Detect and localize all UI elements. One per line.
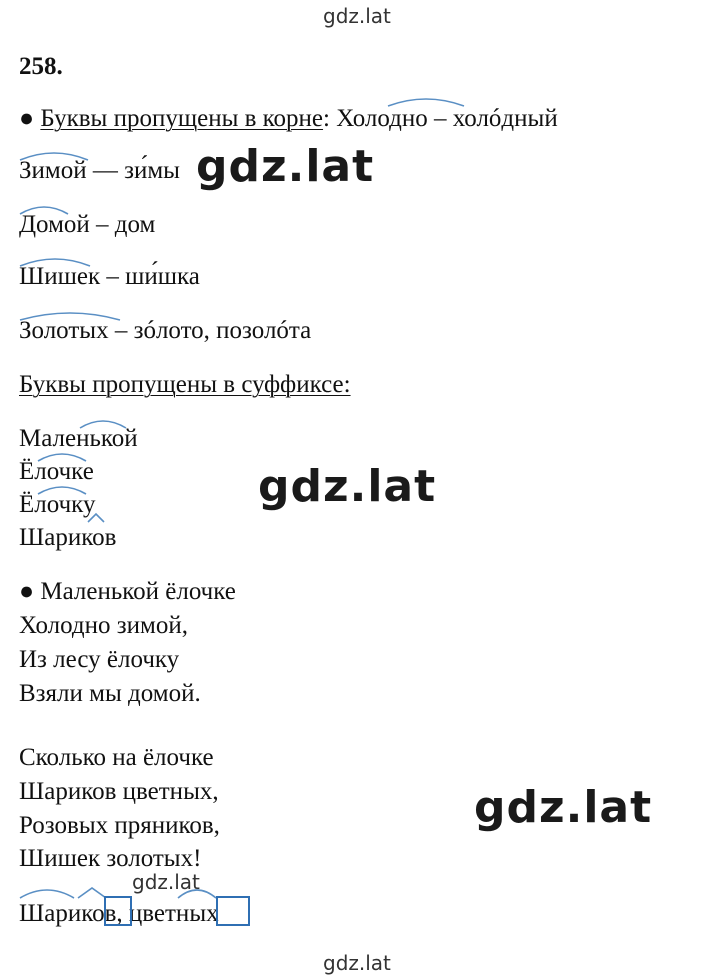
ending-box [216, 896, 250, 926]
watermark-large: gdz.lat [196, 141, 375, 192]
suffix-word-2: Ёлочке [19, 458, 94, 485]
watermark-large: gdz.lat [474, 782, 653, 833]
bullet-icon: ● [19, 578, 35, 605]
poem-line-5: Сколько на ёлочке [19, 744, 214, 771]
poem-line-4: Взяли мы домой. [19, 680, 201, 707]
poem-line-6: Шариков цветных, [19, 778, 219, 805]
header-watermark: gdz.lat [323, 4, 391, 28]
root-first-pair: Холодно – холóдный [336, 105, 558, 132]
root-pair-4: Золотых – зóлото, позолóта [19, 317, 312, 344]
poem-line-8: Шишек золотых! [19, 845, 202, 872]
footer-watermark: gdz.lat [323, 951, 391, 975]
root-pair-3: Шишек – ши́шка [19, 263, 200, 290]
root-heading-line [19, 106, 558, 131]
root-heading-colon: : [323, 105, 330, 132]
analysis-line: Шариков, цветных [19, 900, 219, 927]
poem-line-1 [19, 579, 236, 604]
ending-box [104, 896, 132, 926]
exercise-number: 258. [19, 53, 63, 80]
suffix-word-4: Шариков [19, 524, 117, 551]
watermark-small: gdz.lat [132, 870, 200, 894]
root-pair-2: Домой – дом [19, 211, 156, 238]
poem-line-2: Холодно зимой, [19, 612, 188, 639]
suffix-heading: Буквы пропущены в суффиксе: [19, 371, 351, 398]
poem-line-3: Из лесу ёлочку [19, 646, 180, 673]
root-pair-1: Зимой — зи́мы [19, 157, 180, 184]
bullet-icon: ● [19, 105, 35, 132]
suffix-word-1: Маленькой [19, 425, 138, 452]
root-arc-mark [18, 886, 76, 900]
root-heading: Буквы пропущены в корне [40, 105, 324, 132]
watermark-large: gdz.lat [258, 461, 437, 512]
poem-line-7: Розовых пряников, [19, 812, 220, 839]
poem-text: Маленькой ёлочке [40, 578, 236, 605]
suffix-word-3: Ёлочку [19, 491, 96, 518]
